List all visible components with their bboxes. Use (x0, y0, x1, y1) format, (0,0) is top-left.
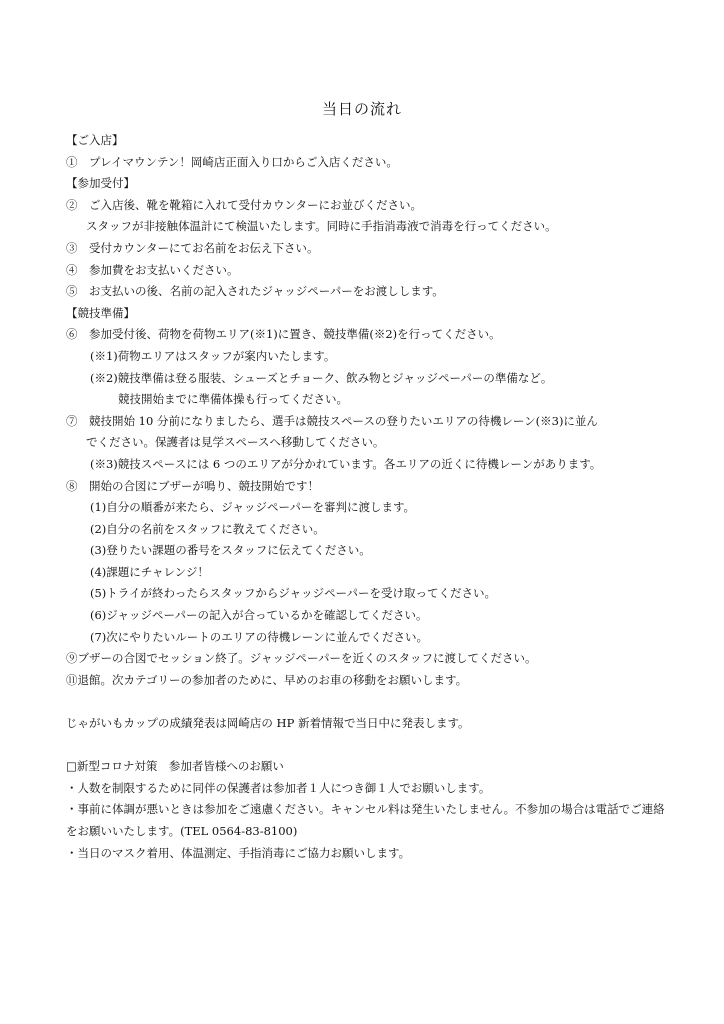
document-body (66, 130, 666, 864)
results-note: じゃがいもカップの成績発表は岡崎店の HP 新着情報で当日中に発表します。 (66, 716, 470, 731)
sub-step: (7)次にやりたいルートのエリアの待機レーンに並んでください。 (90, 629, 429, 644)
note-1: (※1)荷物エリアはスタッフが案内いたします。 (90, 348, 336, 363)
step-7-continued: でください。保護者は見学スペースへ移動してください。 (86, 435, 385, 450)
page-title: 当日の流れ (321, 100, 402, 118)
sub-step: (4)課題にチャレンジ！ (90, 564, 209, 579)
sub-step: (1)自分の順番が来たら、ジャッジペーパーを審判に渡します。 (90, 500, 416, 515)
step-2: ② ご入店後、靴を靴箱に入れて受付カウンターにお並びください。 (66, 197, 423, 212)
step-10: ⑪退館。次カテゴリーの参加者のために、早めのお車の移動をお願いします。 (66, 672, 468, 687)
step-8: ⑧ 開始の合図にブザーが鳴り、競技開始です！ (66, 478, 319, 493)
sub-step: (2)自分の名前をスタッフに教えてください。 (90, 521, 325, 536)
spacer (66, 691, 666, 713)
covid-item: ・事前に体調が悪いときは参加をご遠慮ください。キャンセル料は発生いたしません。不参加の場合は電話でご連絡をお願いいたします。(TEL 0564-83-8100) (66, 802, 665, 838)
sub-step: (3)登りたい課題の番号をスタッフに伝えてください。 (90, 543, 371, 558)
spacer (66, 735, 666, 757)
step-7: ⑦ 競技開始 10 分前になりましたら、選手は競技スペースの登りたいエリアの待機レーン(※3)に並ん (66, 413, 598, 428)
step-4: ④ 参加費をお支払いください。 (66, 262, 239, 277)
covid-item: ・当日のマスク着用、体温測定、手指消毒にご協力お願いします。 (66, 845, 411, 860)
note-2: (※2)競技準備は登る服装、シューズとチョーク、飲み物とジャッジペーパーの準備など。 (90, 370, 553, 385)
sub-step: (6)ジャッジペーパーの記入が合っているかを確認してください。 (90, 608, 428, 623)
step-5: ⑤ お支払いの後、名前の記入されたジャッジペーパーをお渡しします。 (66, 284, 444, 299)
covid-header: □新型コロナ対策 参加者皆様へのお願い (66, 759, 284, 774)
step-3: ③ 受付カウンターにてお名前をお伝え下さい。 (66, 240, 319, 255)
section-header-prep: 【競技準備】 (66, 305, 135, 320)
section-header-entry: 【ご入店】 (66, 133, 124, 147)
step-6: ⑥ 参加受付後、荷物を荷物エリア(※1)に置き、競技準備(※2)を行ってください。 (66, 327, 501, 342)
step-1: ① プレイマウンテン！岡崎店正面入り口からご入店ください。 (66, 154, 398, 169)
note-3: (※3)競技スペースには 6 つのエリアが分かれています。各エリアの近くに待機レーンがあります。 (90, 456, 602, 471)
step-2-note: スタッフが非接触体温計にて検温いたします。同時に手指消毒液で消毒を行ってください。 (86, 219, 557, 234)
sub-step: (5)トライが終わったらスタッフからジャッジペーパーを受け取ってください。 (90, 586, 497, 601)
note-2-continued: 競技開始までに準備体操も行ってください。 (118, 392, 348, 407)
covid-item: ・人数を制限するために同伴の保護者は参加者１人につき御１人でお願いします。 (66, 780, 491, 795)
step-9: ⑨ブザーの合図でセッション終了。ジャッジペーパーを近くのスタッフに渡してください。 (66, 651, 537, 666)
section-header-reception: 【参加受付】 (66, 176, 135, 191)
